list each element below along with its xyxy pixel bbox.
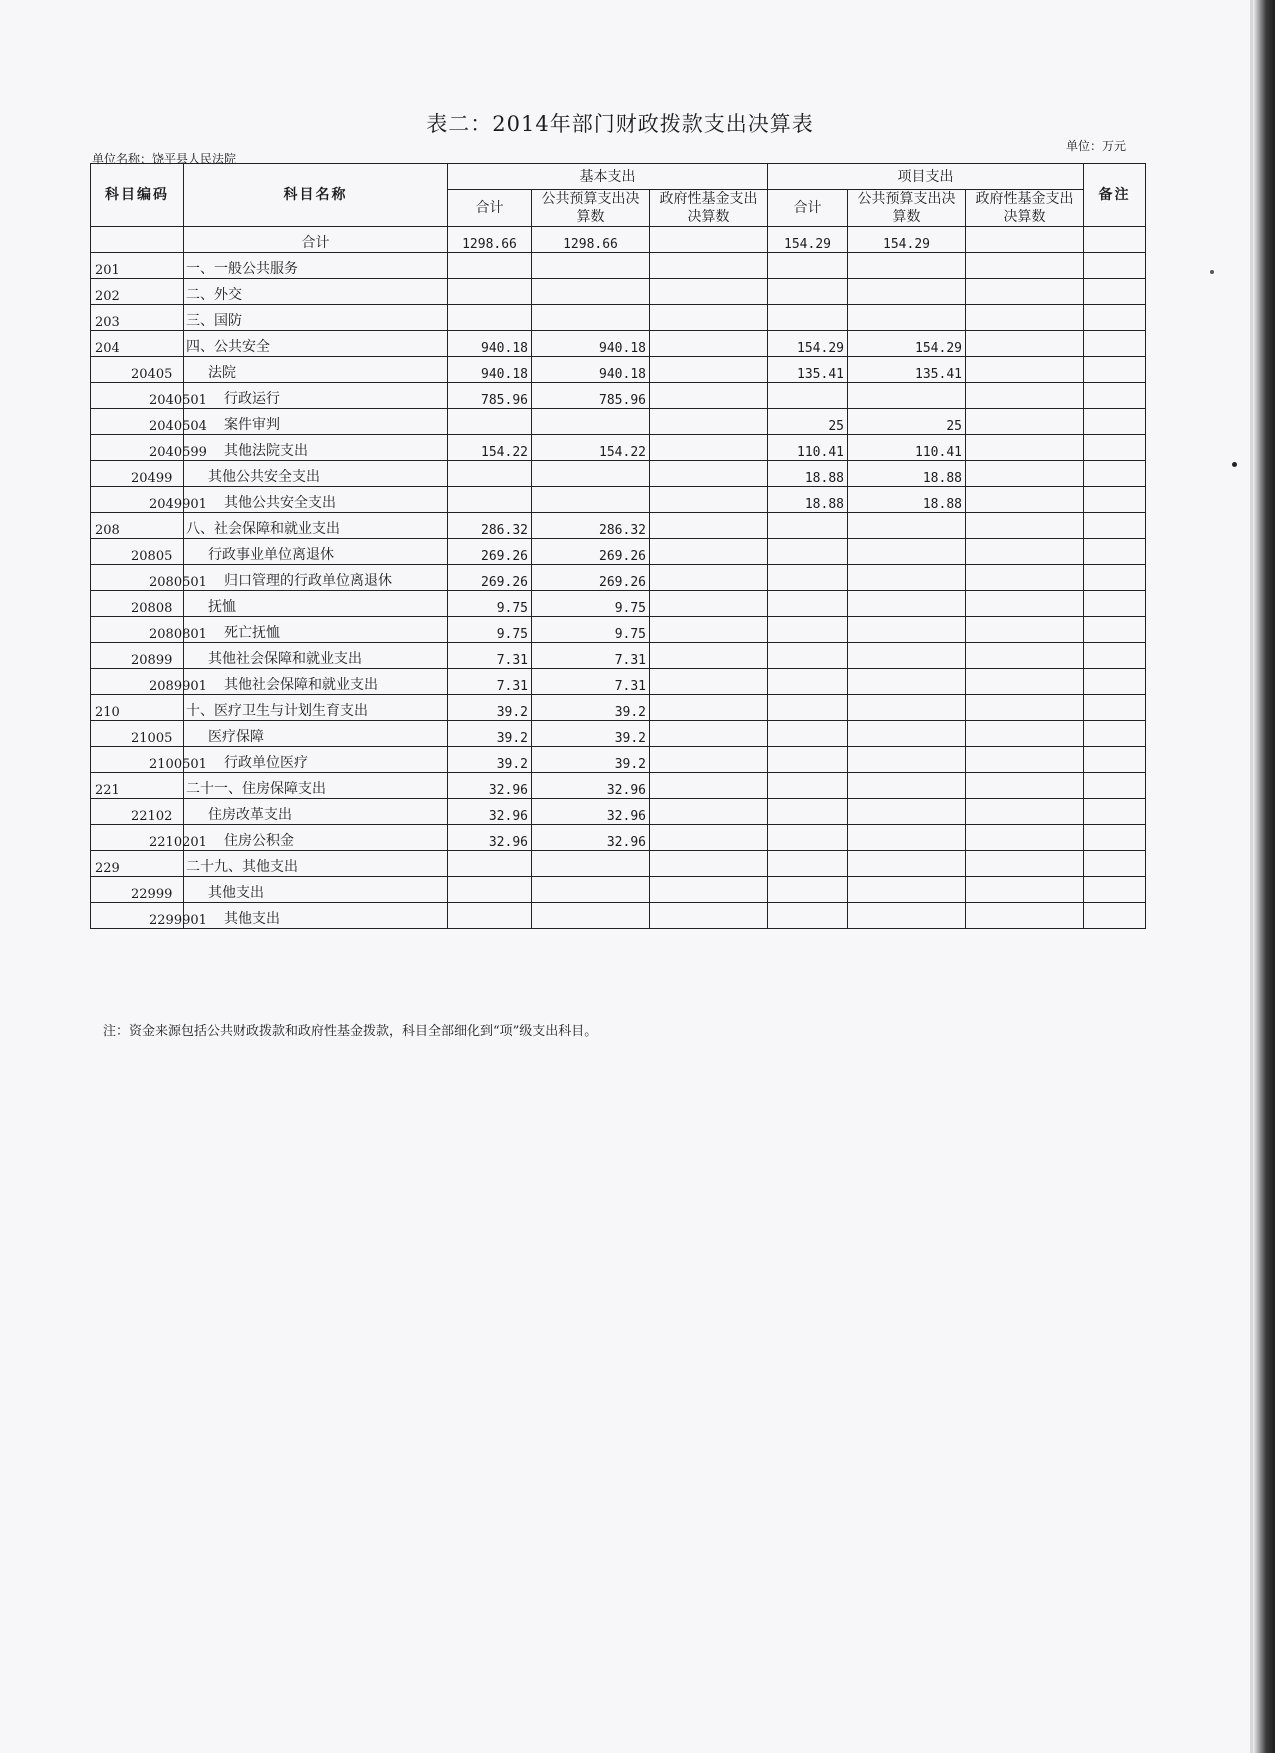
project-gov-cell xyxy=(966,851,1084,877)
basic-gov-cell xyxy=(650,669,768,695)
basic-gov-cell xyxy=(650,513,768,539)
footnote: 注：资金来源包括公共财政拨款和政府性基金拨款，科目全部细化到“项”级支出科目。 xyxy=(103,1024,598,1039)
basic-public-cell xyxy=(532,903,650,929)
basic-public-cell: 7.31 xyxy=(532,643,650,669)
subject-name: 行政运行 xyxy=(184,383,448,409)
subject-name: 案件审判 xyxy=(184,409,448,435)
remark-cell xyxy=(1084,435,1146,461)
basic-gov-cell xyxy=(650,253,768,279)
project-public-cell xyxy=(848,747,966,773)
project-public-cell xyxy=(848,279,966,305)
table-row xyxy=(91,305,1146,331)
remark-cell xyxy=(1084,539,1146,565)
project-gov-cell xyxy=(966,903,1084,929)
subject-code: 22999 xyxy=(91,877,184,903)
basic-gov-cell xyxy=(650,383,768,409)
table-row xyxy=(91,747,1146,773)
subject-name: 三、国防 xyxy=(184,305,448,331)
remark-cell xyxy=(1084,721,1146,747)
basic-total-cell xyxy=(448,877,532,903)
remark-cell xyxy=(1084,851,1146,877)
table-row xyxy=(91,487,1146,513)
basic-total-cell: 286.32 xyxy=(448,513,532,539)
subject-code: 20405 xyxy=(91,357,184,383)
subject-name: 八、社会保障和就业支出 xyxy=(184,513,448,539)
basic-gov-cell xyxy=(650,357,768,383)
project-total-cell: 25 xyxy=(768,409,848,435)
basic-total-cell: 940.18 xyxy=(448,331,532,357)
subject-code: 210 xyxy=(91,695,184,721)
project-gov-cell xyxy=(966,357,1084,383)
project-gov-cell xyxy=(966,461,1084,487)
project-public-cell: 154.29 xyxy=(848,331,966,357)
basic-gov-cell xyxy=(650,799,768,825)
table-row xyxy=(91,461,1146,487)
remark-cell xyxy=(1084,461,1146,487)
basic-total-cell xyxy=(448,851,532,877)
basic-total-cell xyxy=(448,253,532,279)
subject-code: 2040504 xyxy=(91,409,184,435)
basic-gov-cell xyxy=(650,487,768,513)
project-total-cell xyxy=(768,565,848,591)
total-project-public: 154.29 xyxy=(848,227,966,253)
project-public-cell xyxy=(848,591,966,617)
project-total-cell xyxy=(768,643,848,669)
header-row-group xyxy=(91,164,1146,190)
table-row xyxy=(91,357,1146,383)
basic-gov-cell xyxy=(650,331,768,357)
subject-name: 二十九、其他支出 xyxy=(184,851,448,877)
project-gov-cell xyxy=(966,435,1084,461)
header-basic-total: 合计 xyxy=(448,190,532,227)
subject-name: 其他公共安全支出 xyxy=(184,461,448,487)
total-remark xyxy=(1084,227,1146,253)
project-total-cell xyxy=(768,669,848,695)
basic-public-cell: 269.26 xyxy=(532,565,650,591)
subject-code: 2299901 xyxy=(91,903,184,929)
subject-code: 20808 xyxy=(91,591,184,617)
subject-code: 208 xyxy=(91,513,184,539)
scan-speck xyxy=(1210,270,1214,274)
basic-total-cell xyxy=(448,305,532,331)
project-gov-cell xyxy=(966,383,1084,409)
project-total-cell xyxy=(768,383,848,409)
table-row xyxy=(91,851,1146,877)
basic-gov-cell xyxy=(650,825,768,851)
table-row xyxy=(91,695,1146,721)
basic-public-cell xyxy=(532,877,650,903)
project-gov-cell xyxy=(966,279,1084,305)
project-public-cell xyxy=(848,305,966,331)
remark-cell xyxy=(1084,669,1146,695)
basic-public-cell: 32.96 xyxy=(532,773,650,799)
project-gov-cell xyxy=(966,747,1084,773)
subject-name: 抚恤 xyxy=(184,591,448,617)
basic-total-cell: 7.31 xyxy=(448,669,532,695)
scan-edge xyxy=(1253,0,1275,1753)
unit-label: 单位：万元 xyxy=(1066,139,1127,153)
project-public-cell xyxy=(848,799,966,825)
basic-public-cell: 940.18 xyxy=(532,357,650,383)
project-gov-cell xyxy=(966,721,1084,747)
subject-code: 2040501 xyxy=(91,383,184,409)
basic-gov-cell xyxy=(650,435,768,461)
project-gov-cell xyxy=(966,253,1084,279)
subject-name: 一、一般公共服务 xyxy=(184,253,448,279)
basic-total-cell xyxy=(448,487,532,513)
basic-gov-cell xyxy=(650,539,768,565)
remark-cell xyxy=(1084,591,1146,617)
subject-code: 2100501 xyxy=(91,747,184,773)
project-gov-cell xyxy=(966,305,1084,331)
basic-total-cell: 9.75 xyxy=(448,591,532,617)
project-gov-cell xyxy=(966,513,1084,539)
project-gov-cell xyxy=(966,617,1084,643)
table-row xyxy=(91,513,1146,539)
subject-name: 其他公共安全支出 xyxy=(184,487,448,513)
basic-gov-cell xyxy=(650,903,768,929)
basic-gov-cell xyxy=(650,695,768,721)
table-row xyxy=(91,617,1146,643)
table-row xyxy=(91,435,1146,461)
project-gov-cell xyxy=(966,565,1084,591)
basic-gov-cell xyxy=(650,461,768,487)
remark-cell xyxy=(1084,565,1146,591)
basic-gov-cell xyxy=(650,643,768,669)
remark-cell xyxy=(1084,617,1146,643)
project-public-cell: 25 xyxy=(848,409,966,435)
basic-total-cell xyxy=(448,461,532,487)
project-total-cell xyxy=(768,825,848,851)
basic-total-cell: 9.75 xyxy=(448,617,532,643)
basic-total-cell: 269.26 xyxy=(448,539,532,565)
document-title: 表二：2014年部门财政拨款支出决算表 xyxy=(426,112,814,136)
project-public-cell xyxy=(848,513,966,539)
table-row xyxy=(91,669,1146,695)
table-row xyxy=(91,877,1146,903)
project-total-cell: 110.41 xyxy=(768,435,848,461)
project-total-cell xyxy=(768,513,848,539)
header-name: 科目名称 xyxy=(184,164,448,227)
project-public-cell xyxy=(848,721,966,747)
basic-public-cell: 940.18 xyxy=(532,331,650,357)
subject-name: 住房公积金 xyxy=(184,825,448,851)
project-public-cell xyxy=(848,669,966,695)
subject-name: 十、医疗卫生与计划生育支出 xyxy=(184,695,448,721)
remark-cell xyxy=(1084,877,1146,903)
subject-name: 四、公共安全 xyxy=(184,331,448,357)
basic-public-cell xyxy=(532,409,650,435)
project-total-cell xyxy=(768,877,848,903)
subject-code: 2080801 xyxy=(91,617,184,643)
project-public-cell xyxy=(848,877,966,903)
remark-cell xyxy=(1084,825,1146,851)
project-gov-cell xyxy=(966,799,1084,825)
header-basic-public: 公共预算支出决算数 xyxy=(532,190,650,227)
table-row xyxy=(91,331,1146,357)
project-total-cell xyxy=(768,591,848,617)
subject-code: 2089901 xyxy=(91,669,184,695)
basic-total-cell xyxy=(448,903,532,929)
remark-cell xyxy=(1084,903,1146,929)
subject-code: 20899 xyxy=(91,643,184,669)
basic-public-cell: 39.2 xyxy=(532,721,650,747)
project-public-cell xyxy=(848,253,966,279)
basic-total-cell: 7.31 xyxy=(448,643,532,669)
project-total-cell: 18.88 xyxy=(768,461,848,487)
header-basic-gov: 政府性基金支出决算数 xyxy=(650,190,768,227)
remark-cell xyxy=(1084,305,1146,331)
basic-gov-cell xyxy=(650,305,768,331)
project-gov-cell xyxy=(966,669,1084,695)
subject-code: 201 xyxy=(91,253,184,279)
subject-name: 法院 xyxy=(184,357,448,383)
basic-total-cell: 269.26 xyxy=(448,565,532,591)
project-gov-cell xyxy=(966,331,1084,357)
project-public-cell: 135.41 xyxy=(848,357,966,383)
project-total-cell xyxy=(768,747,848,773)
table-row xyxy=(91,903,1146,929)
remark-cell xyxy=(1084,409,1146,435)
project-public-cell: 110.41 xyxy=(848,435,966,461)
basic-gov-cell xyxy=(650,877,768,903)
total-project-total: 154.29 xyxy=(768,227,848,253)
remark-cell xyxy=(1084,643,1146,669)
project-public-cell xyxy=(848,617,966,643)
subject-name: 其他支出 xyxy=(184,903,448,929)
project-gov-cell xyxy=(966,487,1084,513)
basic-public-cell xyxy=(532,487,650,513)
table-row xyxy=(91,773,1146,799)
table-row xyxy=(91,591,1146,617)
basic-gov-cell xyxy=(650,773,768,799)
project-gov-cell xyxy=(966,825,1084,851)
basic-public-cell xyxy=(532,253,650,279)
subject-name: 二十一、住房保障支出 xyxy=(184,773,448,799)
basic-total-cell: 154.22 xyxy=(448,435,532,461)
total-label: 合计 xyxy=(184,227,448,253)
basic-total-cell: 32.96 xyxy=(448,825,532,851)
total-project-gov xyxy=(966,227,1084,253)
subject-code: 20499 xyxy=(91,461,184,487)
remark-cell xyxy=(1084,513,1146,539)
remark-cell xyxy=(1084,383,1146,409)
header-basic: 基本支出 xyxy=(448,164,768,190)
project-total-cell xyxy=(768,903,848,929)
basic-public-cell: 39.2 xyxy=(532,747,650,773)
basic-public-cell: 32.96 xyxy=(532,799,650,825)
basic-public-cell: 154.22 xyxy=(532,435,650,461)
table-row xyxy=(91,643,1146,669)
project-gov-cell xyxy=(966,695,1084,721)
basic-total-cell xyxy=(448,409,532,435)
subject-code: 20805 xyxy=(91,539,184,565)
basic-public-cell: 9.75 xyxy=(532,591,650,617)
subject-code: 229 xyxy=(91,851,184,877)
basic-total-cell: 785.96 xyxy=(448,383,532,409)
subject-name: 行政单位医疗 xyxy=(184,747,448,773)
project-gov-cell xyxy=(966,539,1084,565)
table-row xyxy=(91,409,1146,435)
project-total-cell xyxy=(768,799,848,825)
remark-cell xyxy=(1084,773,1146,799)
subject-name: 医疗保障 xyxy=(184,721,448,747)
project-gov-cell xyxy=(966,409,1084,435)
scan-speck xyxy=(1232,462,1237,467)
basic-public-cell xyxy=(532,461,650,487)
project-total-cell: 154.29 xyxy=(768,331,848,357)
subject-code: 22102 xyxy=(91,799,184,825)
project-gov-cell xyxy=(966,773,1084,799)
total-basic-public: 1298.66 xyxy=(532,227,650,253)
project-public-cell xyxy=(848,643,966,669)
subject-name: 行政事业单位离退休 xyxy=(184,539,448,565)
basic-total-cell xyxy=(448,279,532,305)
basic-gov-cell xyxy=(650,617,768,643)
project-total-cell xyxy=(768,253,848,279)
remark-cell xyxy=(1084,279,1146,305)
basic-public-cell: 7.31 xyxy=(532,669,650,695)
project-public-cell xyxy=(848,825,966,851)
project-total-cell xyxy=(768,539,848,565)
appropriation-expenditure-table xyxy=(90,163,1146,929)
subject-code: 204 xyxy=(91,331,184,357)
basic-total-cell: 39.2 xyxy=(448,721,532,747)
remark-cell xyxy=(1084,747,1146,773)
remark-cell xyxy=(1084,695,1146,721)
project-public-cell xyxy=(848,695,966,721)
header-project-gov: 政府性基金支出决算数 xyxy=(966,190,1084,227)
basic-public-cell: 32.96 xyxy=(532,825,650,851)
subject-name: 二、外交 xyxy=(184,279,448,305)
project-public-cell: 18.88 xyxy=(848,461,966,487)
basic-total-cell: 39.2 xyxy=(448,747,532,773)
project-gov-cell xyxy=(966,643,1084,669)
subject-name: 其他法院支出 xyxy=(184,435,448,461)
table-row xyxy=(91,539,1146,565)
subject-code: 2049901 xyxy=(91,487,184,513)
basic-public-cell: 9.75 xyxy=(532,617,650,643)
project-public-cell xyxy=(848,903,966,929)
table-row xyxy=(91,565,1146,591)
project-public-cell xyxy=(848,565,966,591)
total-basic-total: 1298.66 xyxy=(448,227,532,253)
subject-code: 21005 xyxy=(91,721,184,747)
basic-public-cell xyxy=(532,279,650,305)
basic-public-cell: 39.2 xyxy=(532,695,650,721)
project-total-cell xyxy=(768,305,848,331)
basic-gov-cell xyxy=(650,565,768,591)
remark-cell xyxy=(1084,799,1146,825)
total-row xyxy=(91,227,1146,253)
organization-label: 单位名称：饶平县人民法院 xyxy=(92,152,237,166)
header-remark: 备注 xyxy=(1084,164,1146,227)
subject-name: 其他社会保障和就业支出 xyxy=(184,643,448,669)
header-project-public: 公共预算支出决算数 xyxy=(848,190,966,227)
basic-public-cell xyxy=(532,305,650,331)
table-row xyxy=(91,799,1146,825)
remark-cell xyxy=(1084,331,1146,357)
basic-gov-cell xyxy=(650,279,768,305)
total-code-cell xyxy=(91,227,184,253)
subject-code: 2080501 xyxy=(91,565,184,591)
header-code: 科目编码 xyxy=(91,164,184,227)
project-gov-cell xyxy=(966,591,1084,617)
subject-code: 2210201 xyxy=(91,825,184,851)
table-row xyxy=(91,383,1146,409)
basic-public-cell: 286.32 xyxy=(532,513,650,539)
project-total-cell xyxy=(768,279,848,305)
subject-name: 其他社会保障和就业支出 xyxy=(184,669,448,695)
basic-gov-cell xyxy=(650,721,768,747)
total-basic-gov xyxy=(650,227,768,253)
remark-cell xyxy=(1084,253,1146,279)
table-row xyxy=(91,253,1146,279)
project-public-cell xyxy=(848,773,966,799)
remark-cell xyxy=(1084,357,1146,383)
basic-gov-cell xyxy=(650,591,768,617)
subject-name: 死亡抚恤 xyxy=(184,617,448,643)
basic-public-cell: 269.26 xyxy=(532,539,650,565)
header-project: 项目支出 xyxy=(768,164,1084,190)
subject-name: 归口管理的行政单位离退休 xyxy=(184,565,448,591)
basic-total-cell: 940.18 xyxy=(448,357,532,383)
project-total-cell xyxy=(768,721,848,747)
subject-code: 221 xyxy=(91,773,184,799)
project-public-cell xyxy=(848,383,966,409)
project-gov-cell xyxy=(966,877,1084,903)
basic-total-cell: 32.96 xyxy=(448,773,532,799)
subject-name: 其他支出 xyxy=(184,877,448,903)
project-total-cell xyxy=(768,695,848,721)
project-total-cell xyxy=(768,617,848,643)
project-total-cell xyxy=(768,851,848,877)
basic-gov-cell xyxy=(650,409,768,435)
project-public-cell xyxy=(848,851,966,877)
project-public-cell xyxy=(848,539,966,565)
basic-gov-cell xyxy=(650,747,768,773)
project-total-cell: 18.88 xyxy=(768,487,848,513)
header-project-total: 合计 xyxy=(768,190,848,227)
table-row xyxy=(91,825,1146,851)
basic-gov-cell xyxy=(650,851,768,877)
subject-code: 202 xyxy=(91,279,184,305)
basic-total-cell: 39.2 xyxy=(448,695,532,721)
project-total-cell: 135.41 xyxy=(768,357,848,383)
subject-name: 住房改革支出 xyxy=(184,799,448,825)
remark-cell xyxy=(1084,487,1146,513)
basic-public-cell xyxy=(532,851,650,877)
project-total-cell xyxy=(768,773,848,799)
table-row xyxy=(91,721,1146,747)
basic-public-cell: 785.96 xyxy=(532,383,650,409)
basic-total-cell: 32.96 xyxy=(448,799,532,825)
project-public-cell: 18.88 xyxy=(848,487,966,513)
subject-code: 2040599 xyxy=(91,435,184,461)
table-row xyxy=(91,279,1146,305)
subject-code: 203 xyxy=(91,305,184,331)
